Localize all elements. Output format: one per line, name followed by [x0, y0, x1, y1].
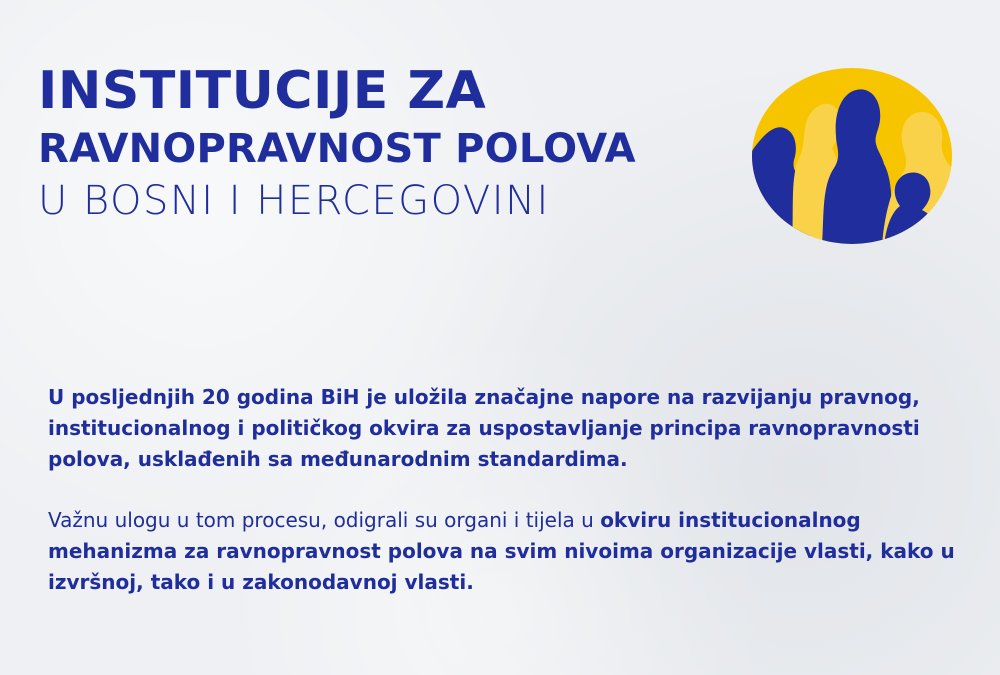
title-block: [38, 62, 636, 224]
women-silhouettes-icon: [752, 56, 952, 246]
role-paragraph-regular: Važnu ulogu u tom procesu, odigrali su organi i tijela u: [48, 508, 601, 532]
role-paragraph: [48, 505, 968, 598]
intro-paragraph: U posljednjih 20 godina BiH je uložila značajne napore na razvijanju pravnog, institucionalnog i političkog okvira za uspostavljanje principa ravnopravnosti polova, usklađenih sa međunarodnim standardima.: [48, 385, 920, 471]
role-paragraph-bold: okviru institucionalnog mehanizma za ravnopravnost polova na svim nivoima organizacije vlasti, kako u izvršnoj, tako i u zakonodavnoj vlasti.: [48, 508, 955, 594]
page-title-line-2: RAVNOPRAVNOST POLOVA: [38, 126, 636, 172]
page-title-line-3: U BOSNI I HERCEGOVINI: [38, 178, 550, 224]
page-title-line-1: INSTITUCIJE ZA: [38, 61, 487, 121]
